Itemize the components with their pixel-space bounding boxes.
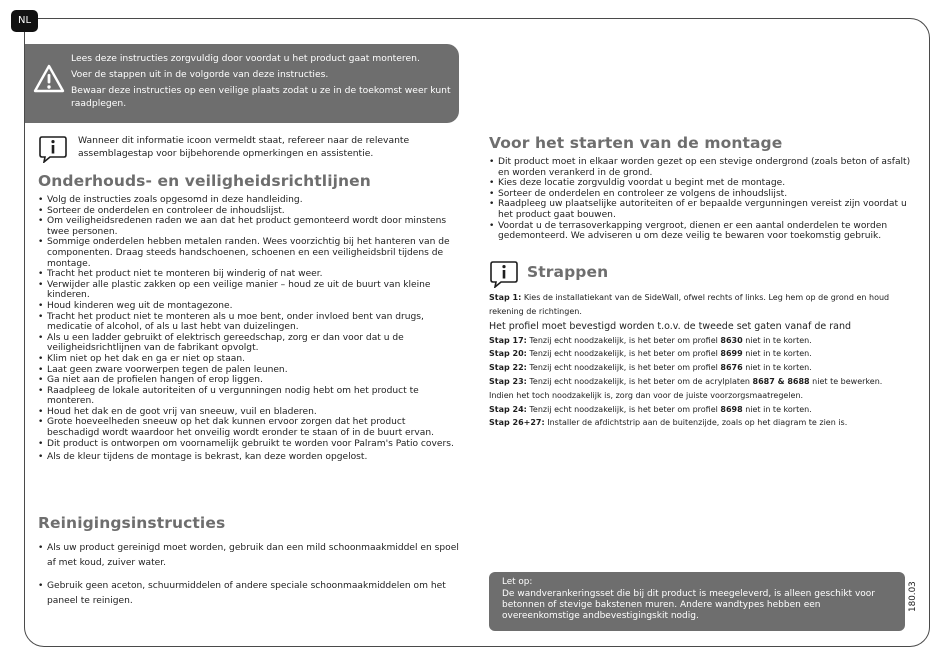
maintenance-list: [38, 195, 460, 462]
part-code: 8687 & 8688: [752, 376, 810, 386]
document-code: 180.03: [908, 581, 918, 612]
list-item: • Voordat u de terrasoverkapping vergroot, dienen er een aantal onderdelen te worden gedemonteerd. We adviseren u om deze veilig te bewaren voor toekomstig gebruik.: [489, 221, 915, 242]
part-code: 8630: [720, 335, 743, 345]
list-item: • Als uw product gereinigd moet worden, gebruik dan een mild schoonmaakmiddel en spoel af met koud, zuiver water.: [38, 541, 460, 570]
warning-line: Bewaar deze instructies op een veilige plaats zodat u ze in de toekomst weer kunt raadplegen.: [71, 85, 451, 109]
list-item: • Als de kleur tijdens de montage is bekrast, kan deze worden opgelost.: [38, 452, 460, 463]
step-text: niet in te korten.: [745, 335, 812, 345]
step-label: Stap 20:: [489, 349, 527, 359]
part-code: 8698: [720, 404, 743, 414]
list-item: • Tracht het product niet te monteren als u moe bent, onder invloed bent van drugs, medicatie of alcohol, of als u last hebt van duizelingen.: [38, 312, 460, 333]
list-item: • Raadpleeg uw plaatselijke autoriteiten of er bepaalde vergunningen vereist zijn voordat u het product gaat bouwen.: [489, 199, 915, 220]
step-note: Indien het toch noodzakelijk is, zorg dan voor de juiste voorzorgsmaatregelen.: [489, 390, 804, 400]
note-title: Let op:: [502, 577, 533, 587]
list-item: • Tracht het product niet te monteren bij winderig of nat weer.: [38, 269, 460, 280]
list-item: • Als u een ladder gebruikt of elektrisch gereedschap, zorg er dan voor dat u de veiligheidsrichtlijnen van de fabrikant opvolgt.: [38, 333, 460, 354]
info-note: Wanneer dit informatie icoon vermeldt staat, refereer naar de relevante assemblagestap voor bijbehorende opmerkingen en assistentie.: [78, 135, 410, 159]
list-item: • Om veiligheidsredenen raden we aan dat het product gemonteerd wordt door minstens twee personen.: [38, 216, 460, 237]
list-item: • Houd kinderen weg uit de montagezone.: [38, 301, 460, 312]
step-text: niet in te korten.: [745, 349, 812, 359]
step-text: Tenzij echt noodzakelijk, is het beter om profiel: [529, 335, 718, 345]
list-item: • Gebruik geen aceton, schuurmiddelen of andere speciale schoonmaakmiddelen om het paneel te reinigen.: [38, 579, 460, 608]
step-label: Stap 23:: [489, 376, 527, 386]
step-row: [489, 291, 911, 319]
step-label: Stap 1:: [489, 293, 522, 302]
cleaning-list: [38, 541, 460, 617]
list-item: • Volg de instructies zoals opgesomd in deze handleiding.: [38, 195, 460, 206]
step-row: [489, 347, 911, 361]
step-row: [489, 403, 911, 417]
list-item: • Laat geen zware voorwerpen tegen de palen leunen.: [38, 365, 460, 376]
step-text: Tenzij echt noodzakelijk, is het beter om profiel: [529, 363, 718, 373]
before-list: [489, 157, 915, 242]
list-item: • Dit product moet in elkaar worden gezet op een stevige ondergrond (zoals beton of asfalt) en worden verankerd in de grond.: [489, 157, 915, 178]
step-text: Installer de afdichtstrip aan de buitenzijde, zoals op het diagram te zien is.: [547, 418, 848, 428]
profile-heading: Het profiel moet bevestigd worden t.o.v. de tweede set gaten vanaf de rand: [489, 320, 852, 332]
warning-triangle-icon: [33, 64, 65, 94]
note-box: [489, 572, 905, 631]
step-text: Kies de installatiekant van de SideWall, ofwel rechts of links. Leg hem op de grond en houd rekening de richtingen.: [489, 293, 890, 316]
list-item: • Dit product is ontworpen om voornamelijk gebruikt te worden voor Palram's Patio covers.: [38, 439, 460, 450]
info-icon: [38, 135, 68, 163]
warning-box: [25, 44, 459, 123]
step-row: [489, 416, 911, 430]
step-label: Stap 24:: [489, 404, 527, 414]
list-item: • Grote hoeveelheden sneeuw op het dak kunnen ervoor zorgen dat het product beschadigd wordt waardoor het onveilig wordt eronder te staan of in de buurt ervan.: [38, 417, 460, 438]
list-item: • Raadpleeg de lokale autoriteiten of u vergunningen nodig hebt om het product te monteren.: [38, 386, 460, 407]
list-item: • Sorteer de onderdelen en controleer de inhoudslijst.: [38, 206, 460, 217]
warning-lines: [71, 52, 451, 110]
note-text: De wandverankeringsset die bij dit product is meegeleverd, is alleen geschikt voor betonnen of stevige bakstenen muren. Andere wandtypes hebben een overeenkomstige andbevestigingskit nodig.: [502, 589, 875, 621]
cleaning-title: Reinigingsinstructies: [38, 514, 226, 532]
list-item: • Klim niet op het dak en ga er niet op staan.: [38, 354, 460, 365]
list-item: • Verwijder alle plastic zakken op een veilige manier – houd ze uit de buurt van kleine kinderen.: [38, 280, 460, 301]
list-item: • Ga niet aan de profielen hangen of erop liggen.: [38, 375, 460, 386]
list-item: • Houd het dak en de goot vrij van sneeuw, vuil en bladeren.: [38, 407, 460, 418]
list-item: • Sommige onderdelen hebben metalen randen. Wees voorzichtig bij het hanteren van de componenten. Draag steeds handschoenen, schoenen en een veiligheidsbril tijdens de montage.: [38, 237, 460, 269]
steps-list: [489, 291, 911, 430]
step-text: Tenzij echt noodzakelijk, is het beter om profiel: [529, 349, 718, 359]
step-text: niet in te korten.: [745, 363, 812, 373]
step-label: Stap 26+27:: [489, 418, 545, 428]
warning-line: Lees deze instructies zorgvuldig door voordat u het product gaat monteren.: [71, 53, 420, 64]
steps-info-icon: [489, 260, 519, 288]
step-row: [489, 334, 911, 348]
part-code: 8676: [720, 363, 743, 373]
step-label: Stap 17:: [489, 335, 527, 345]
step-text: niet te bewerken.: [812, 376, 883, 386]
list-item: • Sorteer de onderdelen en controleer ze volgens de inhoudslijst.: [489, 189, 915, 200]
language-badge: NL: [11, 10, 38, 32]
step-row: [489, 361, 911, 375]
warning-line: Voer de stappen uit in de volgorde van deze instructies.: [71, 69, 329, 80]
step-row: [489, 375, 911, 389]
maintenance-title: Onderhouds- en veiligheidsrichtlijnen: [38, 172, 371, 190]
before-title: Voor het starten van de montage: [489, 134, 783, 152]
step-text: Tenzij echt noodzakelijk, is het beter om profiel: [529, 404, 718, 414]
list-item: • Kies deze locatie zorgvuldig voordat u begint met de montage.: [489, 178, 915, 189]
step-text: niet in te korten.: [745, 404, 812, 414]
part-code: 8699: [720, 349, 743, 359]
step-text: Tenzij echt noodzakelijk, is het beter om de acrylplaten: [529, 376, 750, 386]
step-label: Stap 22:: [489, 363, 527, 373]
steps-title: Strappen: [527, 263, 609, 281]
